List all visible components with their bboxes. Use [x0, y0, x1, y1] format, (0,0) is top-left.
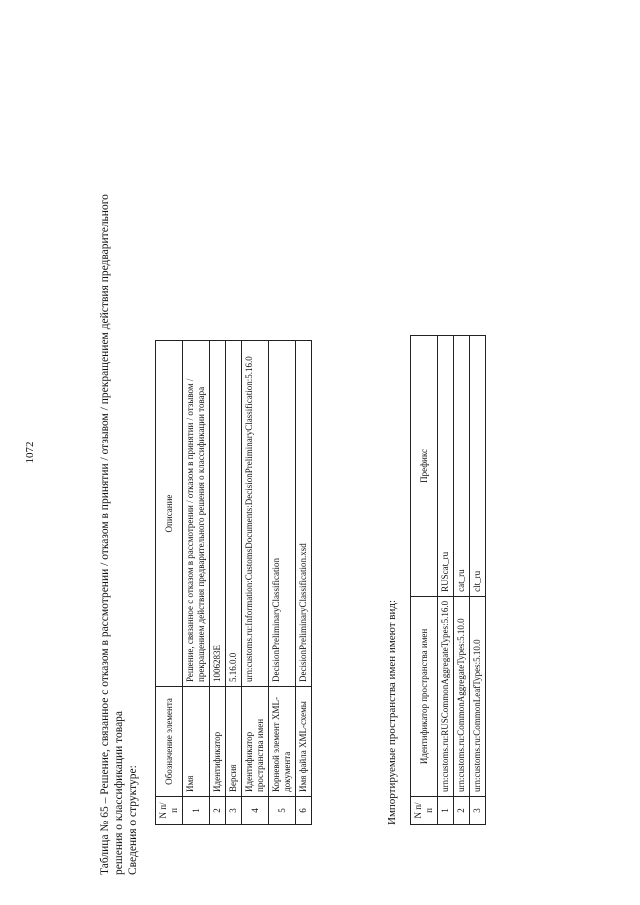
title-line: Таблица № 65 – Решение, связанное с отказом в рассмотрении / отказом в принятии / отзывом / прекращением действия предварительного	[99, 194, 111, 875]
column-header-num: N п/п	[156, 797, 183, 825]
namespaces-caption: Импортируемые пространства имен имеют вид:	[386, 599, 398, 825]
table-cell-n: 1	[438, 797, 454, 825]
column-header-prefix: Префикс	[411, 336, 438, 597]
table-row	[210, 341, 226, 825]
table-cell-description: DecisionPreliminaryClassification.xsd	[296, 341, 312, 687]
column-header-namespace: Идентификатор пространства имен	[411, 596, 438, 796]
table-title	[98, 35, 140, 875]
table-cell-element: Идентификатор	[210, 687, 226, 797]
table-cell-element: Имя файла XML-схемы	[296, 687, 312, 797]
table-header-row	[156, 341, 183, 825]
column-header-element: Обозначение элемента	[156, 687, 183, 797]
structure-table	[155, 340, 312, 825]
column-header-description: Описание	[156, 341, 183, 687]
table-cell-description: DecisionPreliminaryClassification	[269, 341, 296, 687]
table-cell-prefix: cat_ru	[454, 336, 470, 597]
table-cell-namespace: urn:customs.ru:RUSCommonAggregateTypes:5.16.0	[438, 596, 454, 796]
table-row	[454, 336, 470, 825]
table-cell-namespace: urn:customs.ru:CommonAggregateTypes:5.10.0	[454, 596, 470, 796]
table-row	[296, 341, 312, 825]
table-cell-description: Решение, связанное с отказом в рассмотрении / отказом в принятии / отзывом / прекращением действия предварительного решения о классификации товара	[183, 341, 210, 687]
table-cell-description: urn:customs.ru:Information:CustomsDocuments:DecisionPreliminaryClassification:5.16.0	[242, 341, 269, 687]
table-cell-description: 5.16.0.0	[226, 341, 242, 687]
table-cell-n: 1	[183, 797, 210, 825]
table-row	[269, 341, 296, 825]
table-cell-element: Версия	[226, 687, 242, 797]
column-header-num: N п/п	[411, 797, 438, 825]
table-cell-n: 4	[242, 797, 269, 825]
table-row	[183, 341, 210, 825]
table-cell-element: Идентификатор пространства имен	[242, 687, 269, 797]
table-cell-description: 1006283E	[210, 341, 226, 687]
table-cell-n: 6	[296, 797, 312, 825]
page-number: 1072	[24, 441, 36, 464]
table-cell-n: 5	[269, 797, 296, 825]
table-cell-n: 3	[226, 797, 242, 825]
table-row	[470, 336, 486, 825]
table-row	[438, 336, 454, 825]
table-cell-prefix: clt_ru	[470, 336, 486, 597]
table-cell-namespace: urn:customs.ru:CommonLeafTypes:5.10.0	[470, 596, 486, 796]
table-row	[226, 341, 242, 825]
table-cell-n: 2	[210, 797, 226, 825]
table-cell-n: 2	[454, 797, 470, 825]
table-row	[242, 341, 269, 825]
table-cell-prefix: RUScat_ru	[438, 336, 454, 597]
table-cell-n: 3	[470, 797, 486, 825]
namespaces-table	[410, 335, 486, 825]
table-cell-element: Имя	[183, 687, 210, 797]
title-line: решения о классификации товара	[113, 710, 125, 875]
table-header-row	[411, 336, 438, 825]
table-cell-element: Корневой элемент XML-документа	[269, 687, 296, 797]
title-line: Сведения о структуре:	[127, 765, 139, 875]
